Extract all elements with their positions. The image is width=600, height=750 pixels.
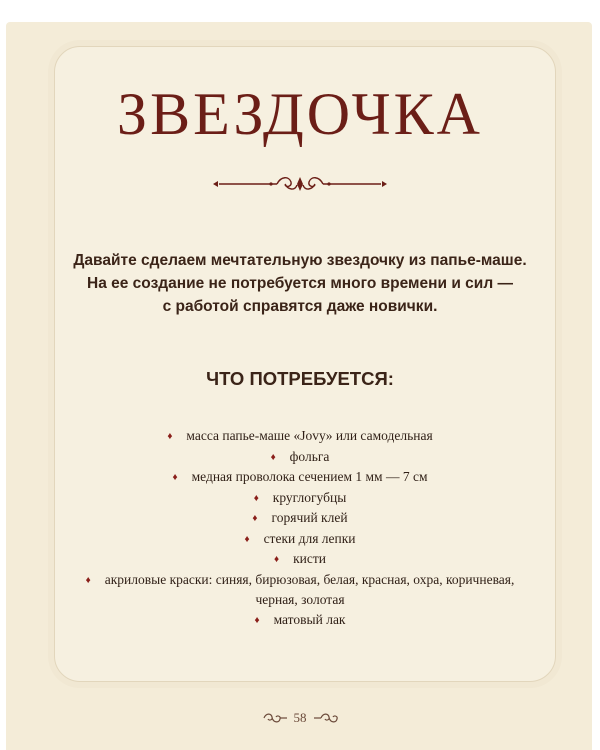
swirl-ornament-icon [313, 712, 339, 724]
page-title: ЗВЕЗДОЧКА [117, 81, 483, 147]
diamond-bullet-icon: ♦ [252, 513, 258, 524]
list-item [40, 529, 560, 550]
list-item [40, 467, 560, 488]
list-item-text: стеки для лепки [263, 530, 356, 546]
list-item-text: матовый лак [273, 611, 346, 627]
intro-text [60, 249, 540, 318]
list-item [40, 549, 560, 570]
list-item-text: фольга [289, 448, 330, 464]
diamond-bullet-icon: ♦ [270, 451, 276, 463]
list-item-continuation [40, 590, 560, 610]
materials-heading: ЧТО ПОТРЕБУЕТСЯ: [206, 368, 394, 389]
list-item [40, 610, 560, 631]
diamond-bullet-icon: ♦ [167, 431, 173, 442]
list-item [40, 447, 560, 468]
diamond-bullet-icon: ♦ [253, 492, 259, 504]
list-item-text: круглогубцы [272, 489, 347, 505]
diamond-bullet-icon: ♦ [172, 472, 178, 483]
list-item-text: медная проволока сечением 1 мм — 7 см [191, 469, 428, 484]
intro-line: На ее создание не потребуется много времени и сил — [87, 275, 513, 292]
list-item [40, 508, 560, 529]
diamond-bullet-icon: ♦ [273, 554, 280, 565]
page-number: 58 [293, 710, 307, 725]
list-item-text: акриловые краски: синяя, бирюзовая, белая, красная, охра, коричневая, [104, 571, 515, 587]
list-item-text: масса папье-маше «Jovy» или самодельная [186, 428, 433, 443]
page-footer [0, 707, 600, 729]
list-item-text: кисти [293, 551, 326, 566]
list-item [40, 488, 560, 509]
diamond-bullet-icon: ♦ [254, 614, 260, 626]
intro-line: с работой справятся даже новички. [162, 298, 438, 315]
diamond-bullet-icon: ♦ [244, 533, 250, 545]
list-item-text: черная, золотая [255, 592, 345, 607]
flourish-divider-icon [205, 173, 395, 195]
list-item [40, 570, 560, 591]
list-item [40, 426, 560, 447]
list-item-text: горячий клей [271, 510, 348, 525]
intro-line: Давайте сделаем мечтательную звездочку из папье-маше. [73, 252, 527, 269]
swirl-ornament-icon [262, 712, 288, 724]
materials-list [40, 426, 560, 630]
diamond-bullet-icon: ♦ [85, 574, 91, 586]
